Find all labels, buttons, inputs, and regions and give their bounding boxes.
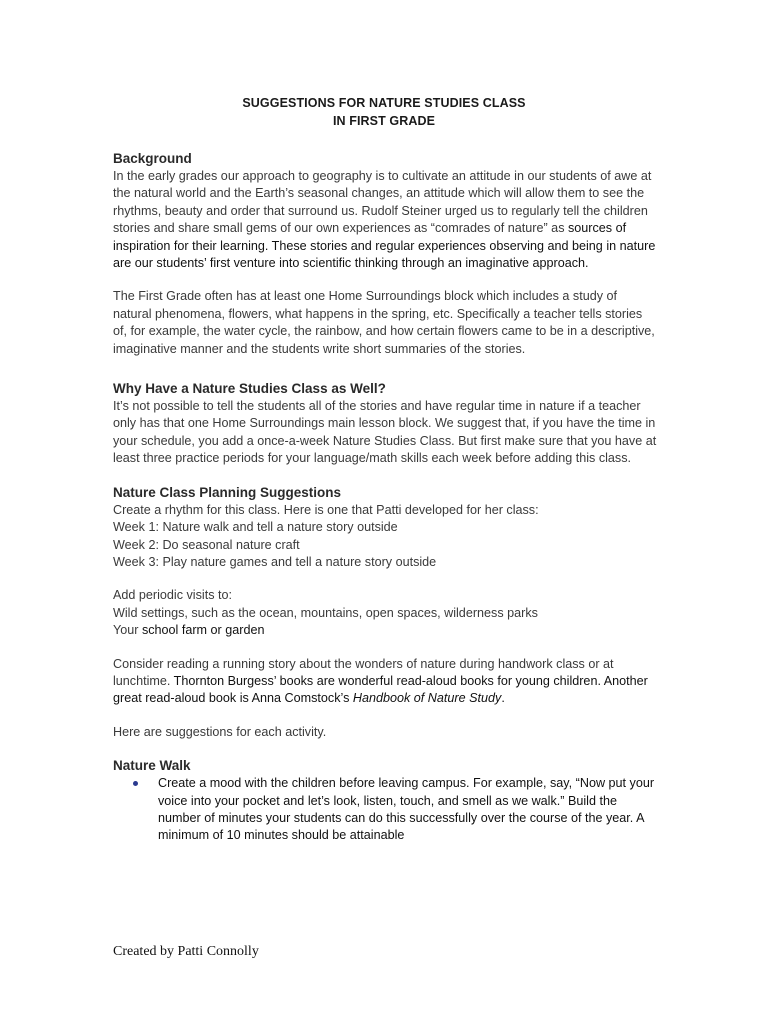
why-paragraph: It’s not possible to tell the students all of the stories and have regular time in nature if a teacher only has that one Home Surroundings main lesson block. We suggest that, if you have the time in your schedule, you add a once-a-week Nature Studies Class. But first make sure that you have at least three practice periods for your language/math skills each week before adding this class. — [113, 399, 657, 466]
reading-paragraph-text: Consider reading a running story about the wonders of nature during handwork class or at lunchtime. — [113, 656, 614, 688]
visit-school-farm — [113, 622, 658, 639]
planning-week-3: Week 3: Play nature games and tell a nature story outside — [113, 554, 437, 569]
background-paragraph-2: The First Grade often has at least one Home Surroundings block which includes a study of natural phenomena, flowers, what happens in the spring, etc. Specifically a teacher tells stories of, for example, the water cycle, the rainbow, and how certain flowers came to be in a descriptive, imaginative manner and the students write short summaries of the stories. — [113, 289, 655, 356]
document-title-line-1: SUGGESTIONS FOR NATURE STUDIES CLASS — [242, 96, 526, 110]
nature-walk-bullet-text: Create a mood with the children before leaving campus. For example, say, “Now put your voice into your pocket and let’s look, listen, touch, and smell as we walk.” Build the number of minutes your students can do this successfully over the course of the year. A minimum of 10 minutes should be attainable — [158, 776, 655, 843]
visit-wild-settings: Wild settings, such as the ocean, mountains, open spaces, wilderness parks — [113, 605, 538, 620]
planning-week-1: Week 1: Nature walk and tell a nature story outside — [113, 520, 398, 535]
list-item — [113, 775, 658, 845]
visits-intro: Add periodic visits to: — [113, 588, 232, 603]
nature-walk-heading: Nature Walk — [113, 758, 191, 774]
why-heading: Why Have a Nature Studies Class as Well? — [113, 381, 386, 397]
background-paragraph-1-text-dark: sources of inspiration for their learning. These stories and regular experiences observing and being in nature are our students’ first venture into scientific thinking through an imaginative approach. — [113, 221, 656, 271]
background-paragraph-1 — [113, 168, 658, 272]
background-paragraph-1-text: In the early grades our approach to geography is to cultivate an attitude in our students of awe at the natural world and the Earth’s seasonal changes, an attitude which will allow them to see the rhythms, beauty and order that surround us. Rudolf Steiner urged us to regularly tell the children stories and share small gems of our own experiences as “comrades of nature” as — [113, 169, 652, 236]
visit-school-farm-text: school farm or garden — [141, 623, 265, 638]
document-footer: Created by Patti Connolly — [113, 944, 259, 959]
reading-paragraph-end: . — [501, 691, 505, 706]
document-body — [113, 150, 658, 845]
suggestions-intro: Here are suggestions for each activity. — [113, 724, 327, 739]
background-heading: Background — [113, 151, 192, 166]
document-title-line-2: IN FIRST GRADE — [332, 114, 436, 128]
planning-intro: Create a rhythm for this class. Here is one that Patti developed for her class: — [113, 502, 539, 517]
planning-heading: Nature Class Planning Suggestions — [113, 484, 342, 500]
reading-paragraph — [113, 656, 658, 708]
book-title: Handbook of Nature Study — [352, 691, 502, 706]
planning-week-2: Week 2: Do seasonal nature craft — [113, 537, 300, 552]
nature-walk-list — [113, 775, 658, 845]
visit-school-farm-prefix: Your — [113, 623, 142, 638]
reading-paragraph-text-dark: Thornton Burgess’ books are wonderful read-aloud books for young children. Another great read-aloud book is Anna Comstock’s — [113, 673, 648, 706]
bullet-icon — [133, 781, 138, 786]
